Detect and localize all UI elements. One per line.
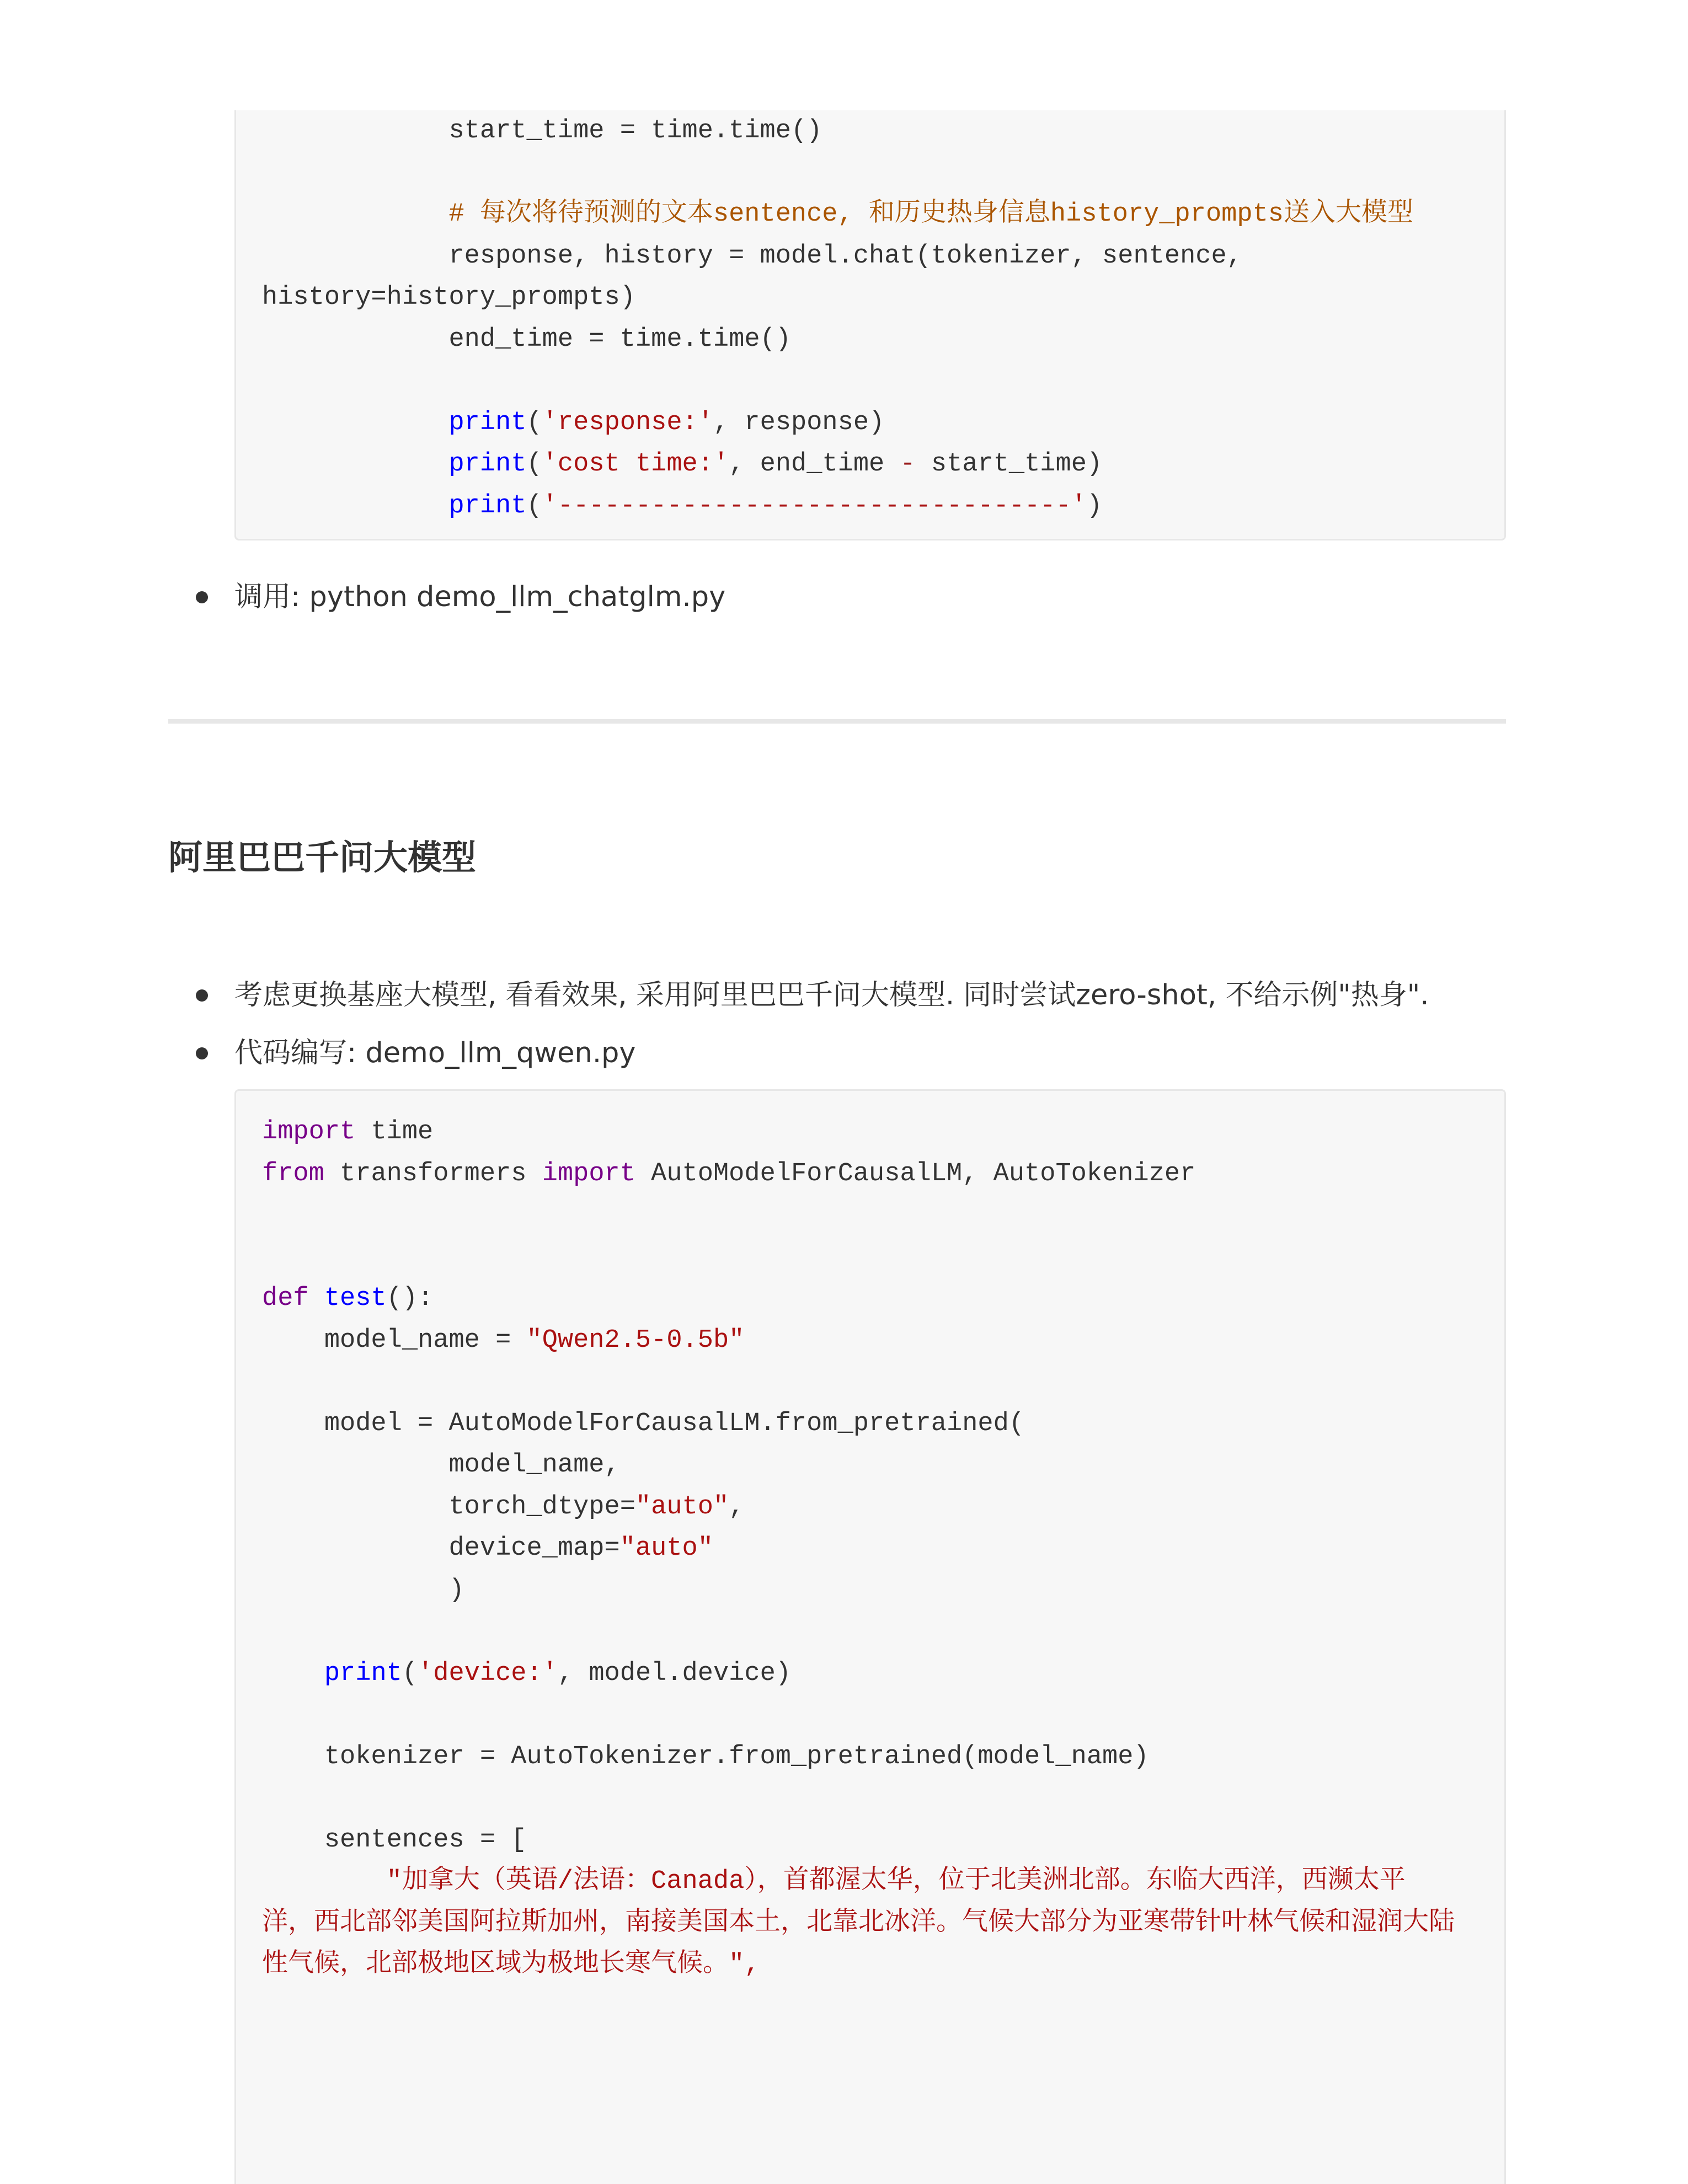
code-line xyxy=(262,1944,760,1986)
code-line-text: print('cost time:', end_time - start_time) xyxy=(448,449,1103,479)
code-line xyxy=(262,443,1102,485)
code-line-text: ) xyxy=(262,1575,464,1605)
code-line-text: model_name, xyxy=(262,1450,620,1480)
code-line xyxy=(262,1111,433,1153)
code-line xyxy=(262,1278,433,1320)
code-line xyxy=(262,1903,1455,1945)
code-line xyxy=(262,1653,791,1695)
code-line xyxy=(262,319,791,361)
code-line-text: print('---------------------------------') xyxy=(448,491,1103,521)
code-line xyxy=(262,1403,1024,1445)
list-item-text: 调用: python demo_llm_chatglm.py xyxy=(234,581,726,613)
code-line-text: history=history_prompts) xyxy=(262,283,635,312)
code-line-text: # 每次将待预测的文本sentence, 和历史热身信息history_prompts送入大模型 xyxy=(448,200,1413,229)
code-line xyxy=(262,194,1413,235)
code-line xyxy=(262,1320,744,1362)
horizontal-divider xyxy=(168,719,1506,724)
list-item-text: 代码编写: demo_llm_qwen.py xyxy=(234,1037,636,1069)
code-line xyxy=(262,1570,464,1612)
code-line xyxy=(262,277,635,319)
code-line xyxy=(262,1528,713,1570)
bullet-dot-icon xyxy=(196,1047,208,1059)
bullet-dot-icon xyxy=(196,591,208,603)
code-line xyxy=(262,1861,1406,1903)
bullet-dot-icon xyxy=(196,989,208,1002)
code-line-text: tokenizer = AutoTokenizer.from_pretrained(model_name) xyxy=(262,1742,1149,1771)
code-line xyxy=(262,1486,744,1528)
code-line xyxy=(262,110,822,152)
code-line xyxy=(262,485,1102,527)
code-line xyxy=(262,1819,526,1861)
code-line xyxy=(262,235,1242,277)
code-line-text: model_name = "Qwen2.5-0.5b" xyxy=(262,1325,745,1355)
code-block-qwen xyxy=(234,1089,1506,2184)
code-line-text: response, history = model.chat(tokenizer, sentence, xyxy=(262,241,1242,271)
code-line-text: 性气候，北部极地区域为极地长寒气候。", xyxy=(262,1950,760,1979)
code-line-text: start_time = time.time() xyxy=(262,116,822,146)
code-line-text: import time xyxy=(262,1117,434,1147)
list-item-text: 考虑更换基座大模型, 看看效果, 采用阿里巴巴千问大模型. 同时尝试zero-shot, 不给示例"热身". xyxy=(234,979,1429,1011)
code-line-text: print('device:', model.device) xyxy=(324,1658,791,1688)
code-line xyxy=(262,1736,1149,1778)
code-line-text: model = AutoModelForCausalLM.from_pretrained( xyxy=(262,1409,1025,1438)
code-line xyxy=(262,402,884,444)
code-line-text: device_map="auto" xyxy=(262,1534,713,1563)
code-line-text: from transformers import AutoModelForCausalLM, AutoTokenizer xyxy=(262,1159,1196,1189)
code-line-text: 洋，西北部邻美国阿拉斯加州，南接美国本土，北靠北冰洋。气候大部分为亚寒带针叶林气候和湿润大陆 xyxy=(262,1908,1455,1938)
code-line-text: "加拿大（英语/法语：Canada），首都渥太华，位于北美洲北部。东临大西洋，西濒太平 xyxy=(262,1867,1406,1896)
code-line-text: def test(): xyxy=(262,1284,434,1313)
code-line-text: torch_dtype="auto", xyxy=(262,1492,745,1522)
code-line-text: end_time = time.time() xyxy=(262,324,791,354)
section-heading: 阿里巴巴千问大模型 xyxy=(168,837,477,877)
code-line-text: print('response:', response) xyxy=(448,408,885,437)
code-line-text: sentences = [ xyxy=(262,1825,527,1855)
code-line xyxy=(262,1153,1195,1195)
code-line xyxy=(262,1444,620,1486)
